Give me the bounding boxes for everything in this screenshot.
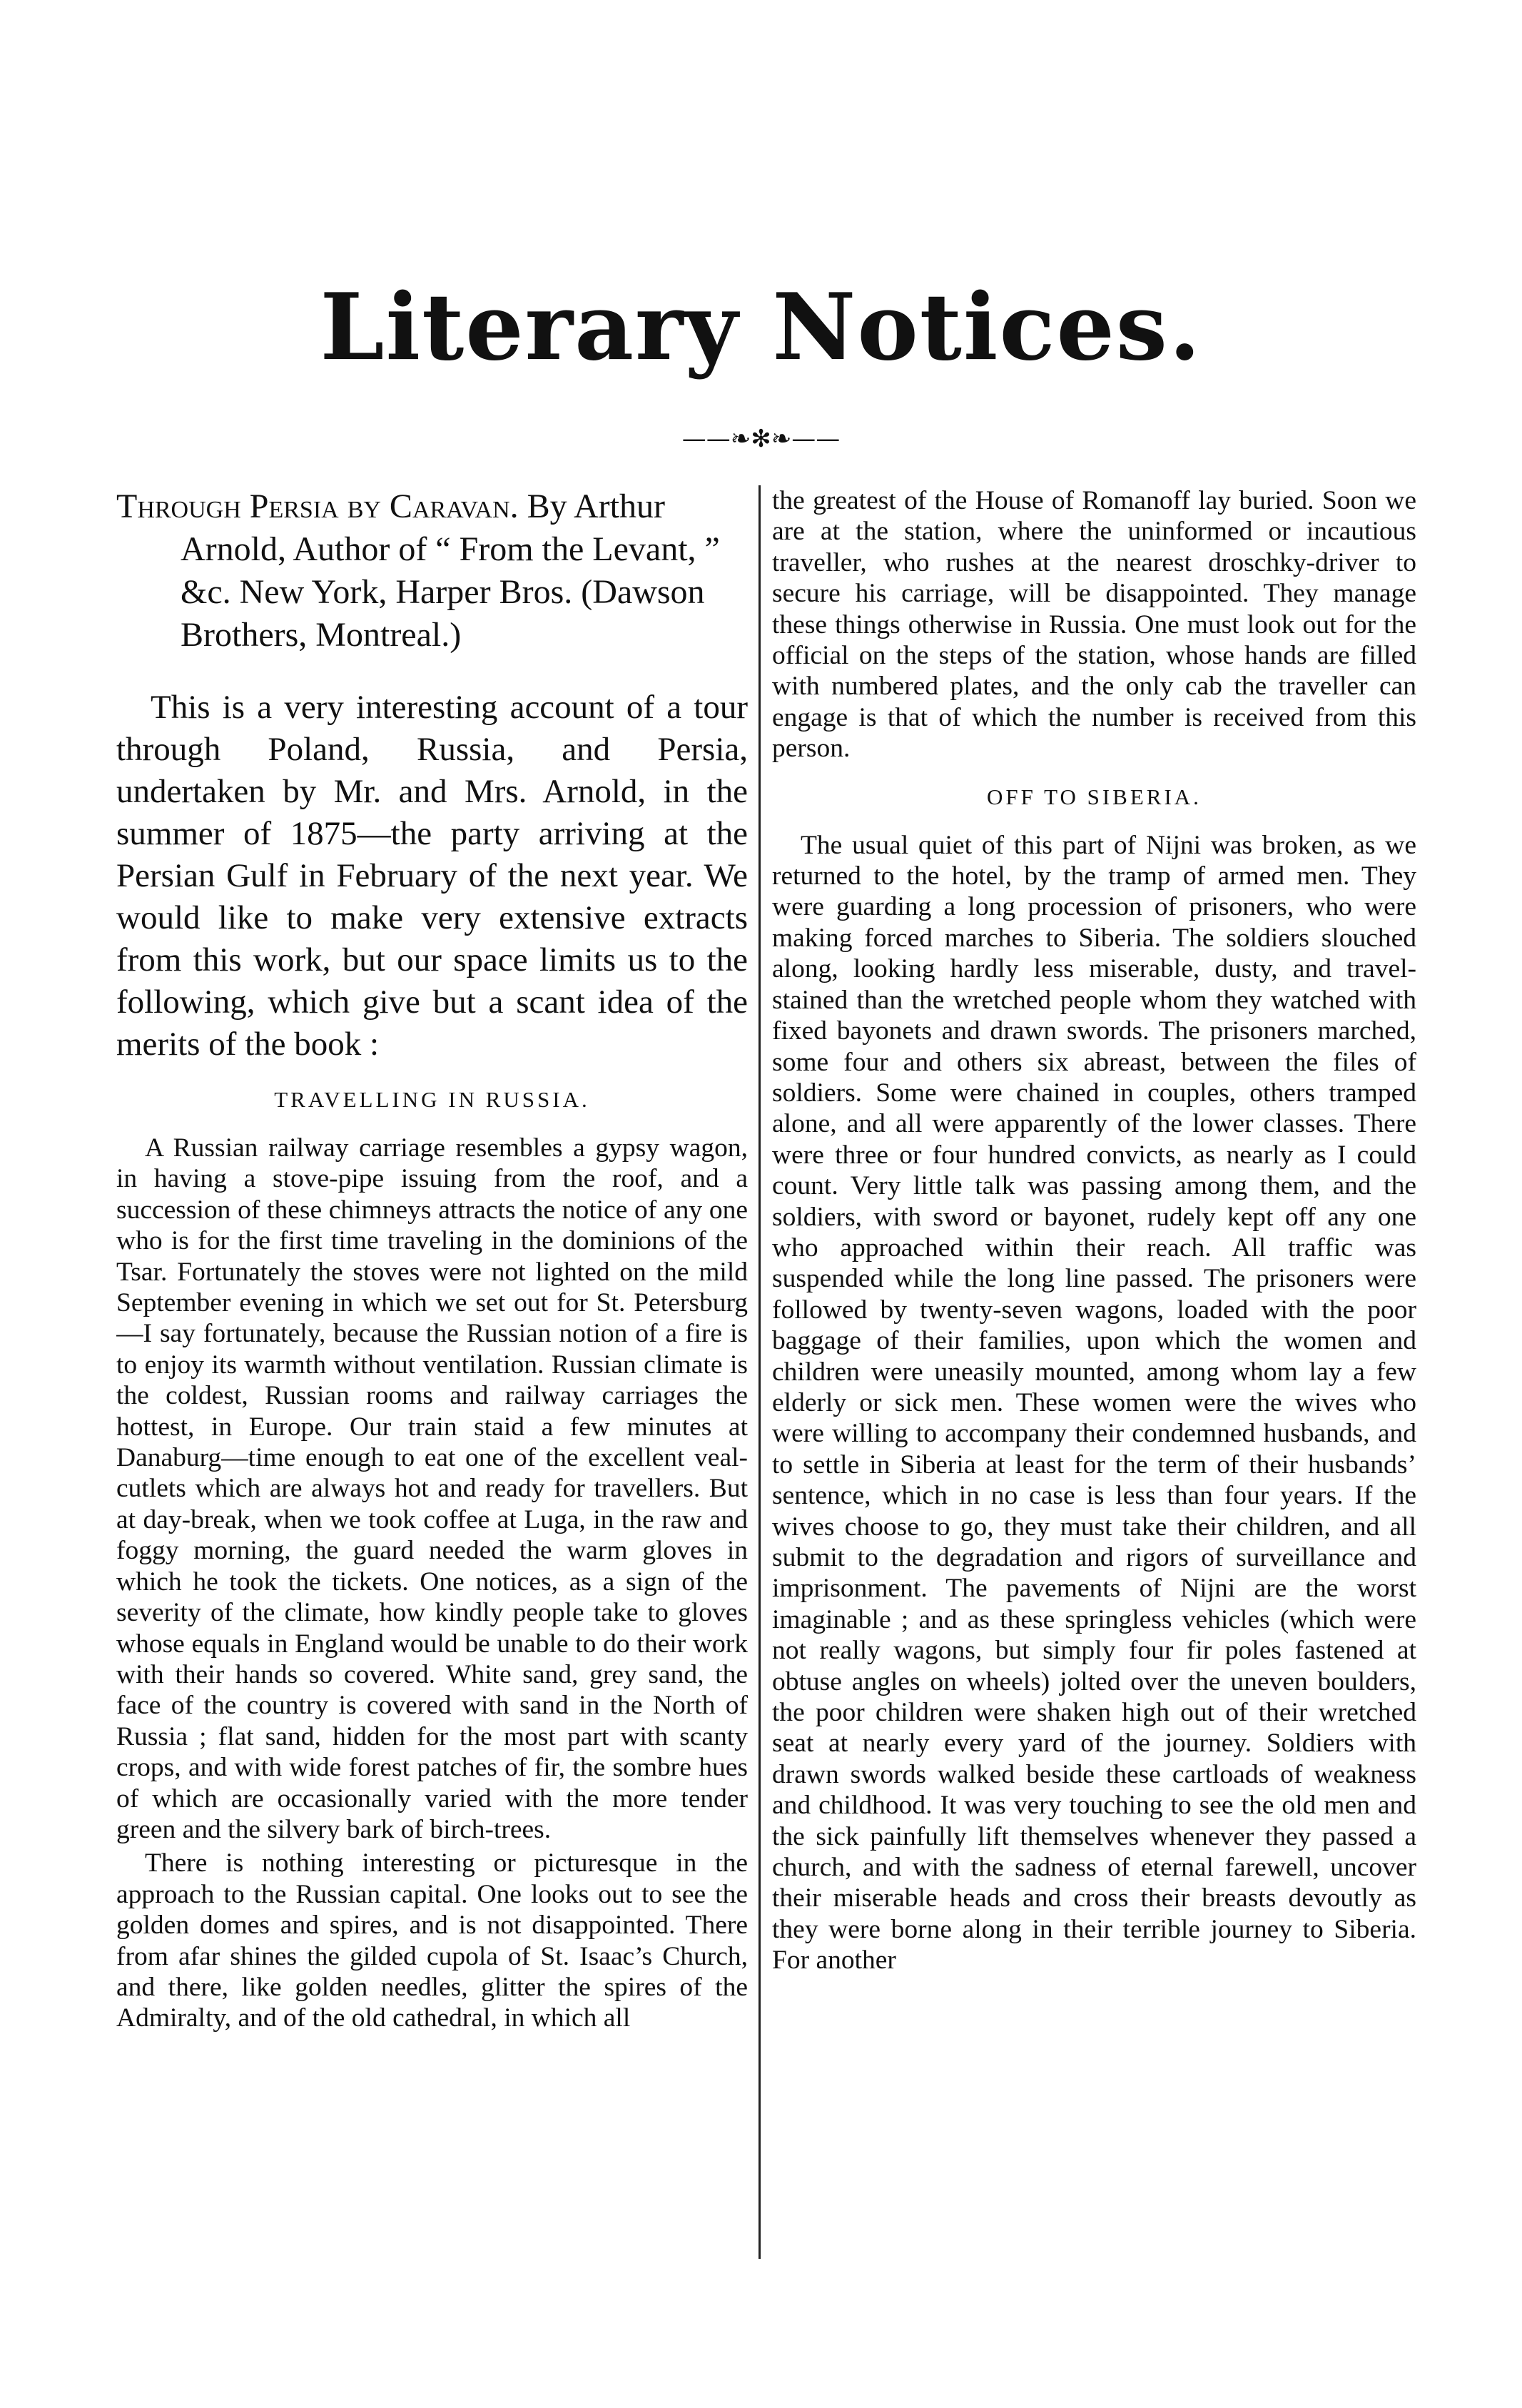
paragraph-travelling-2: There is nothing interesting or picturesque in the approach to the Russian capital. One looks out to see the golden domes and spires, and is not disappointed. There from afar shines the gilded cupola of St. Isaac’s Church, and there, like golden needles, glitter the spires of the Admiralty, and of the old cathedral, in which all: [116, 1848, 748, 2033]
book-byline: By Arthur Arnold, Author of “ From the Levant, ” &c. New York, Harper Bros. (Dawson Brothers, Montreal.): [181, 487, 720, 654]
left-column: [116, 485, 748, 2255]
paragraph-siberia-1: The usual quiet of this part of Nijni was broken, as we returned to the hotel, by the tramp of armed men. They were guarding a long procession of prisoners, who were making forced marches to Siberia. The soldiers slouched along, looking hardly less miserable, dusty, and travel-stained than the wretched people whom they watched with fixed bayonets and drawn swords. The prisoners marched, some four and others six abreast, between the files of soldiers. Some were chained in couples, others tramped alone, and all were apparently of the lower classes. There were three or four hundred convicts, as nearly as I could count. Very little talk was passing among them, and the soldiers, with sword or bayonet, rudely kept off any one who approached within their reach. All traffic was suspended while the long line passed. The prisoners were followed by twenty-seven wagons, loaded with the poor baggage of their families, upon which the women and children were uneasily mounted, among whom lay a few elderly or sick men. These women were the wives who were willing to accompany their condemned husbands, and to settle in Siberia at least for the term of their husbands’ sentence, which in no case is less than four years. If the wives choose to go, they must take their children, and all submit to the degradation and rigors of surveillance and imprisonment. The pavements of Nijni are the worst imaginable ; and as these springless vehicles (which were not really wagons, but simply four fir poles fastened at obtuse angles on wheels) jolted over the uneven boulders, the poor children were shaken high out of their wretched seat at nearly every yard of the journey. Soldiers with drawn swords walked beside these cartloads of weakness and childhood. It was very touching to see the old men and the sick painfully lift themselves whenever they passed a church, and with the sadness of eternal farewell, uncover their miserable heads and cross their breasts devoutly as they were borne along in their terrible journey to Siberia. For another: [772, 830, 1416, 1976]
review-heading: [116, 485, 748, 657]
review-intro: This is a very interesting account of a tour through Poland, Russia, and Persia, undertaken by Mr. and Mrs. Arnold, in the summer of 1875—the party arriving at the Persian Gulf in February of the next year. We would like to make very extensive extracts from this work, but our space limits us to the following, which give but a scant idea of the merits of the book :: [116, 689, 748, 1063]
paragraph-travelling-continued: the greatest of the House of Romanoff lay buried. Soon we are at the station, where the uninformed or incautious traveller, who rushes at the nearest droschky-driver to secure his carriage, will be disappointed. They manage these things otherwise in Russia. One must look out for the official on the steps of the station, whose hands are filled with numbered plates, and the only cab the traveller can engage is that of which the number is received from this person.: [772, 486, 1416, 764]
paragraph-travelling-1: A Russian railway carriage resembles a gypsy wagon, in having a stove-pipe issuing from the roof, and a succession of these chimneys attracts the notice of any one who is for the first time traveling in the dominions of the Tsar. Fortunately the stoves were not lighted on the mild September evening in which we set out for St. Petersburg—I say fortunately, because the Russian notion of a fire is to enjoy its warmth without ventilation. Russian climate is the coldest, Russian rooms and railway carriages the hottest, in Europe. Our train staid a few minutes at Danaburg—time enough to eat one of the excellent veal-cutlets which are always hot and ready for travellers. But at day-break, when we took coffee at Luga, in the raw and foggy morning, the guard needed the warm gloves in which he took the tickets. One notices, as a sign of the severity of the climate, how kindly people take to gloves whose equals in England would be unable to do their work with their hands so covered. White sand, grey sand, the face of the country is covered with sand in the North of Russia ; flat sand, hidden for the most part with scanty crops, and with wide forest patches of fir, the sombre hues of which are occasionally varied with the more tender green and the silvery bark of birch-trees.: [116, 1133, 748, 1844]
section-heading-siberia: OFF TO SIBERIA.: [987, 784, 1202, 809]
book-title: Through Persia by Caravan.: [116, 487, 519, 525]
section-heading-travelling: TRAVELLING IN RUSSIA.: [274, 1087, 590, 1112]
title-ornament: ——❧✻❧——: [681, 425, 841, 453]
section-title: Literary Notices.: [320, 274, 1202, 381]
column-divider: [759, 485, 761, 2259]
right-column: [772, 485, 1416, 2255]
